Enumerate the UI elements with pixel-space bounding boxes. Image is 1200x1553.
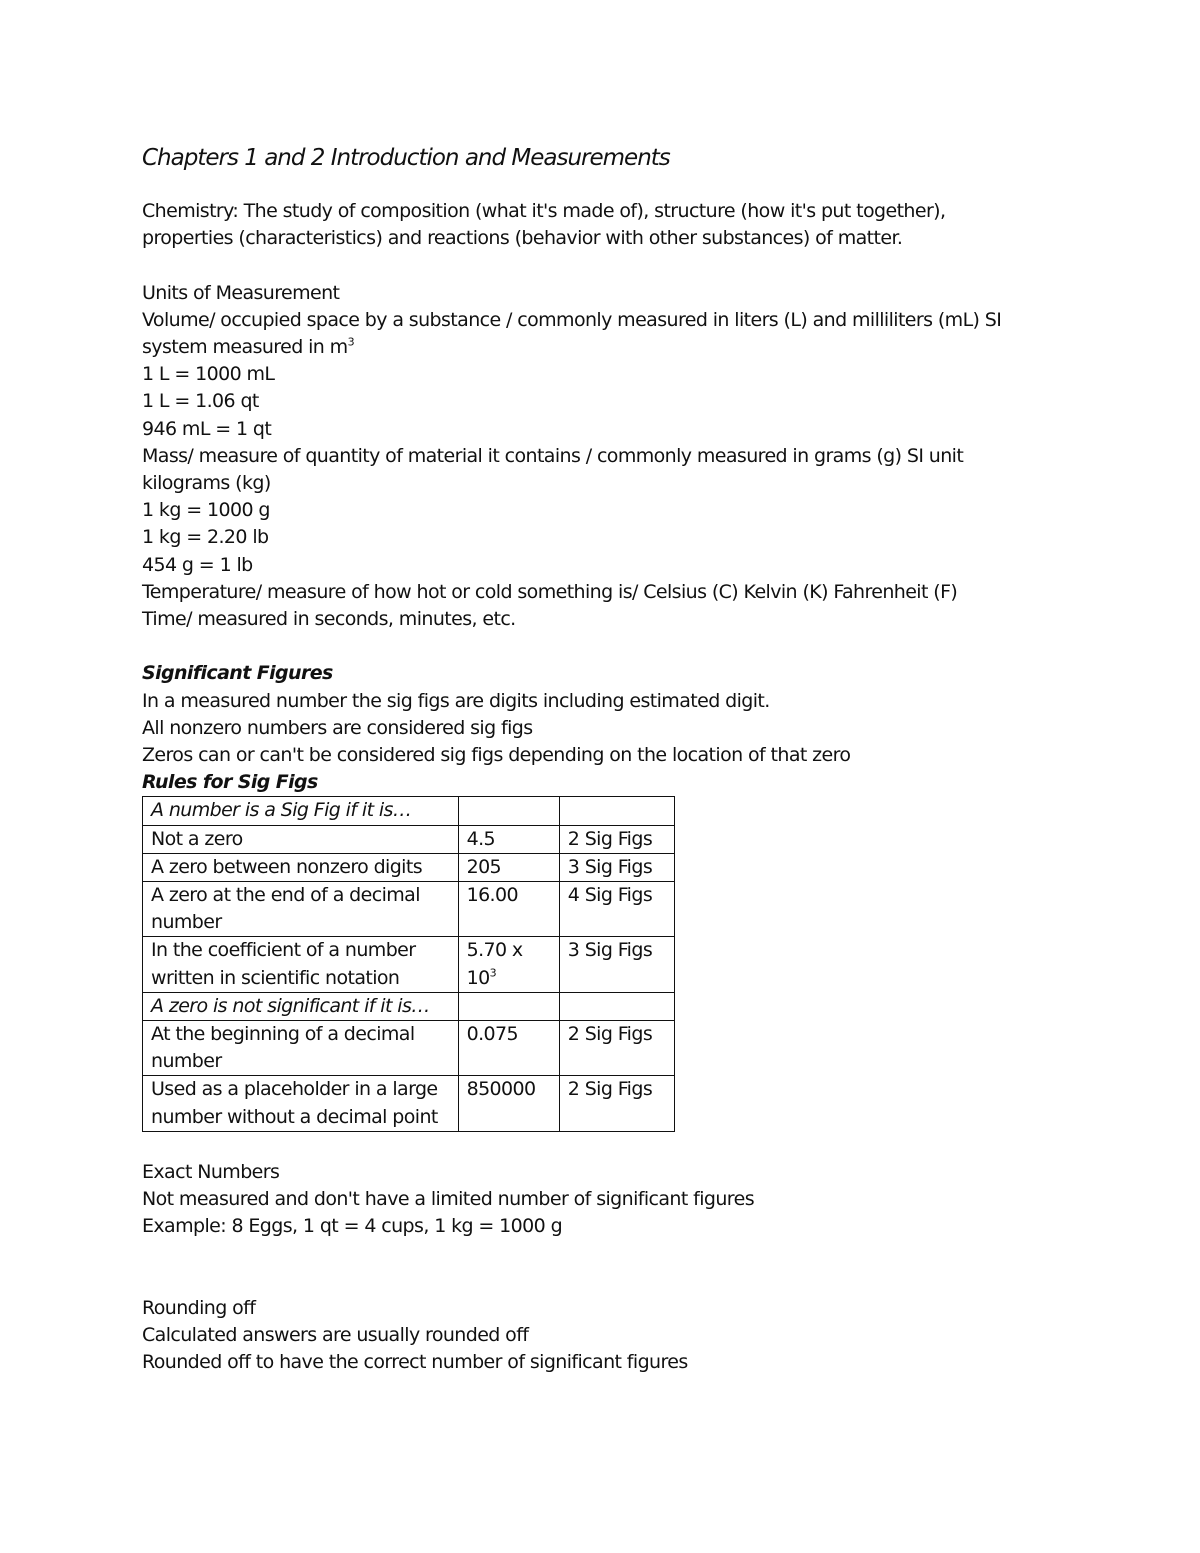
count-cell: 2 Sig Figs <box>559 1076 674 1131</box>
volume-equation-3: 946 mL = 1 qt <box>142 417 272 440</box>
example-text: 5.70 x 10 <box>466 939 523 989</box>
mass-equation-3: 454 g = 1 lb <box>142 553 253 576</box>
table-cell <box>559 797 674 825</box>
rule-cell: Not a zero <box>143 825 459 853</box>
rule-cell: A zero between nonzero digits <box>143 853 459 881</box>
table-row <box>143 1021 675 1076</box>
rules-heading: Rules for Sig Figs <box>142 771 318 794</box>
table-row <box>143 992 675 1020</box>
volume-equation-2: 1 L = 1.06 qt <box>142 390 259 413</box>
volume-definition-line2 <box>142 334 1062 361</box>
rule-cell: Used as a placeholder in a large number without a decimal point <box>143 1076 459 1131</box>
volume-definition-line1: Volume/ occupied space by a substance / commonly measured in liters (L) and milliliters (mL) SI <box>142 308 1002 331</box>
count-cell: 3 Sig Figs <box>559 937 674 992</box>
volume-line2-text: system measured in m <box>142 336 348 358</box>
chemistry-definition-line1: Chemistry: The study of composition (what it's made of), structure (how it's put together), <box>142 200 946 222</box>
exact-numbers-line2: Example: 8 Eggs, 1 qt = 4 cups, 1 kg = 1000 g <box>142 1215 563 1238</box>
rule-cell: A zero at the end of a decimal number <box>143 882 459 937</box>
volume-equation-1: 1 L = 1000 mL <box>142 363 275 386</box>
time-definition: Time/ measured in seconds, minutes, etc. <box>142 608 516 631</box>
rounding-line1: Calculated answers are usually rounded off <box>142 1324 529 1347</box>
rule-cell: At the beginning of a decimal number <box>143 1021 459 1076</box>
sig-figs-line1: In a measured number the sig figs are digits including estimated digit. <box>142 689 770 712</box>
example-cell: 4.5 <box>458 825 559 853</box>
sig-fig-rules-table <box>142 796 675 1131</box>
count-cell: 4 Sig Figs <box>559 882 674 937</box>
document-page <box>142 138 1062 1377</box>
count-cell: 3 Sig Figs <box>559 853 674 881</box>
sig-figs-line3: Zeros can or can't be considered sig figs depending on the location of that zero <box>142 744 851 767</box>
table-header-significant: A number is a Sig Fig if it is… <box>143 797 459 825</box>
table-row <box>143 853 675 881</box>
mass-definition-line1: Mass/ measure of quantity of material it contains / commonly measured in grams (g) SI unit <box>142 444 964 467</box>
rounding-heading: Rounding off <box>142 1297 256 1320</box>
mass-definition-line2: kilograms (kg) <box>142 472 271 495</box>
example-cell: 0.075 <box>458 1021 559 1076</box>
volume-exponent: 3 <box>347 335 354 349</box>
sig-figs-line2: All nonzero numbers are considered sig figs <box>142 716 533 739</box>
table-row <box>143 825 675 853</box>
table-row <box>143 882 675 937</box>
sig-figs-heading: Significant Figures <box>142 662 333 685</box>
rule-cell: In the coefficient of a number written in scientific notation <box>143 937 459 992</box>
table-row <box>143 797 675 825</box>
table-cell <box>458 992 559 1020</box>
rounding-line2: Rounded off to have the correct number of significant figures <box>142 1351 688 1374</box>
table-cell <box>559 992 674 1020</box>
units-heading: Units of Measurement <box>142 281 340 304</box>
table-header-not-significant: A zero is not significant if it is… <box>143 992 459 1020</box>
mass-equation-2: 1 kg = 2.20 lb <box>142 526 269 549</box>
page-title: Chapters 1 and 2 Introduction and Measurements <box>142 145 670 171</box>
chemistry-definition-line2: properties (characteristics) and reactions (behavior with other substances) of matter. <box>142 227 903 250</box>
table-row <box>143 1076 675 1131</box>
exact-numbers-heading: Exact Numbers <box>142 1161 280 1184</box>
example-cell: 205 <box>458 853 559 881</box>
table-row <box>143 937 675 992</box>
mass-equation-1: 1 kg = 1000 g <box>142 499 270 522</box>
example-cell <box>458 937 559 992</box>
example-cell: 16.00 <box>458 882 559 937</box>
exact-numbers-line1: Not measured and don't have a limited number of significant figures <box>142 1188 754 1211</box>
example-exponent: 3 <box>489 966 496 980</box>
example-cell: 850000 <box>458 1076 559 1131</box>
table-cell <box>458 797 559 825</box>
count-cell: 2 Sig Figs <box>559 1021 674 1076</box>
count-cell: 2 Sig Figs <box>559 825 674 853</box>
temperature-definition: Temperature/ measure of how hot or cold something is/ Celsius (C) Kelvin (K) Fahrenheit (F) <box>142 580 958 603</box>
